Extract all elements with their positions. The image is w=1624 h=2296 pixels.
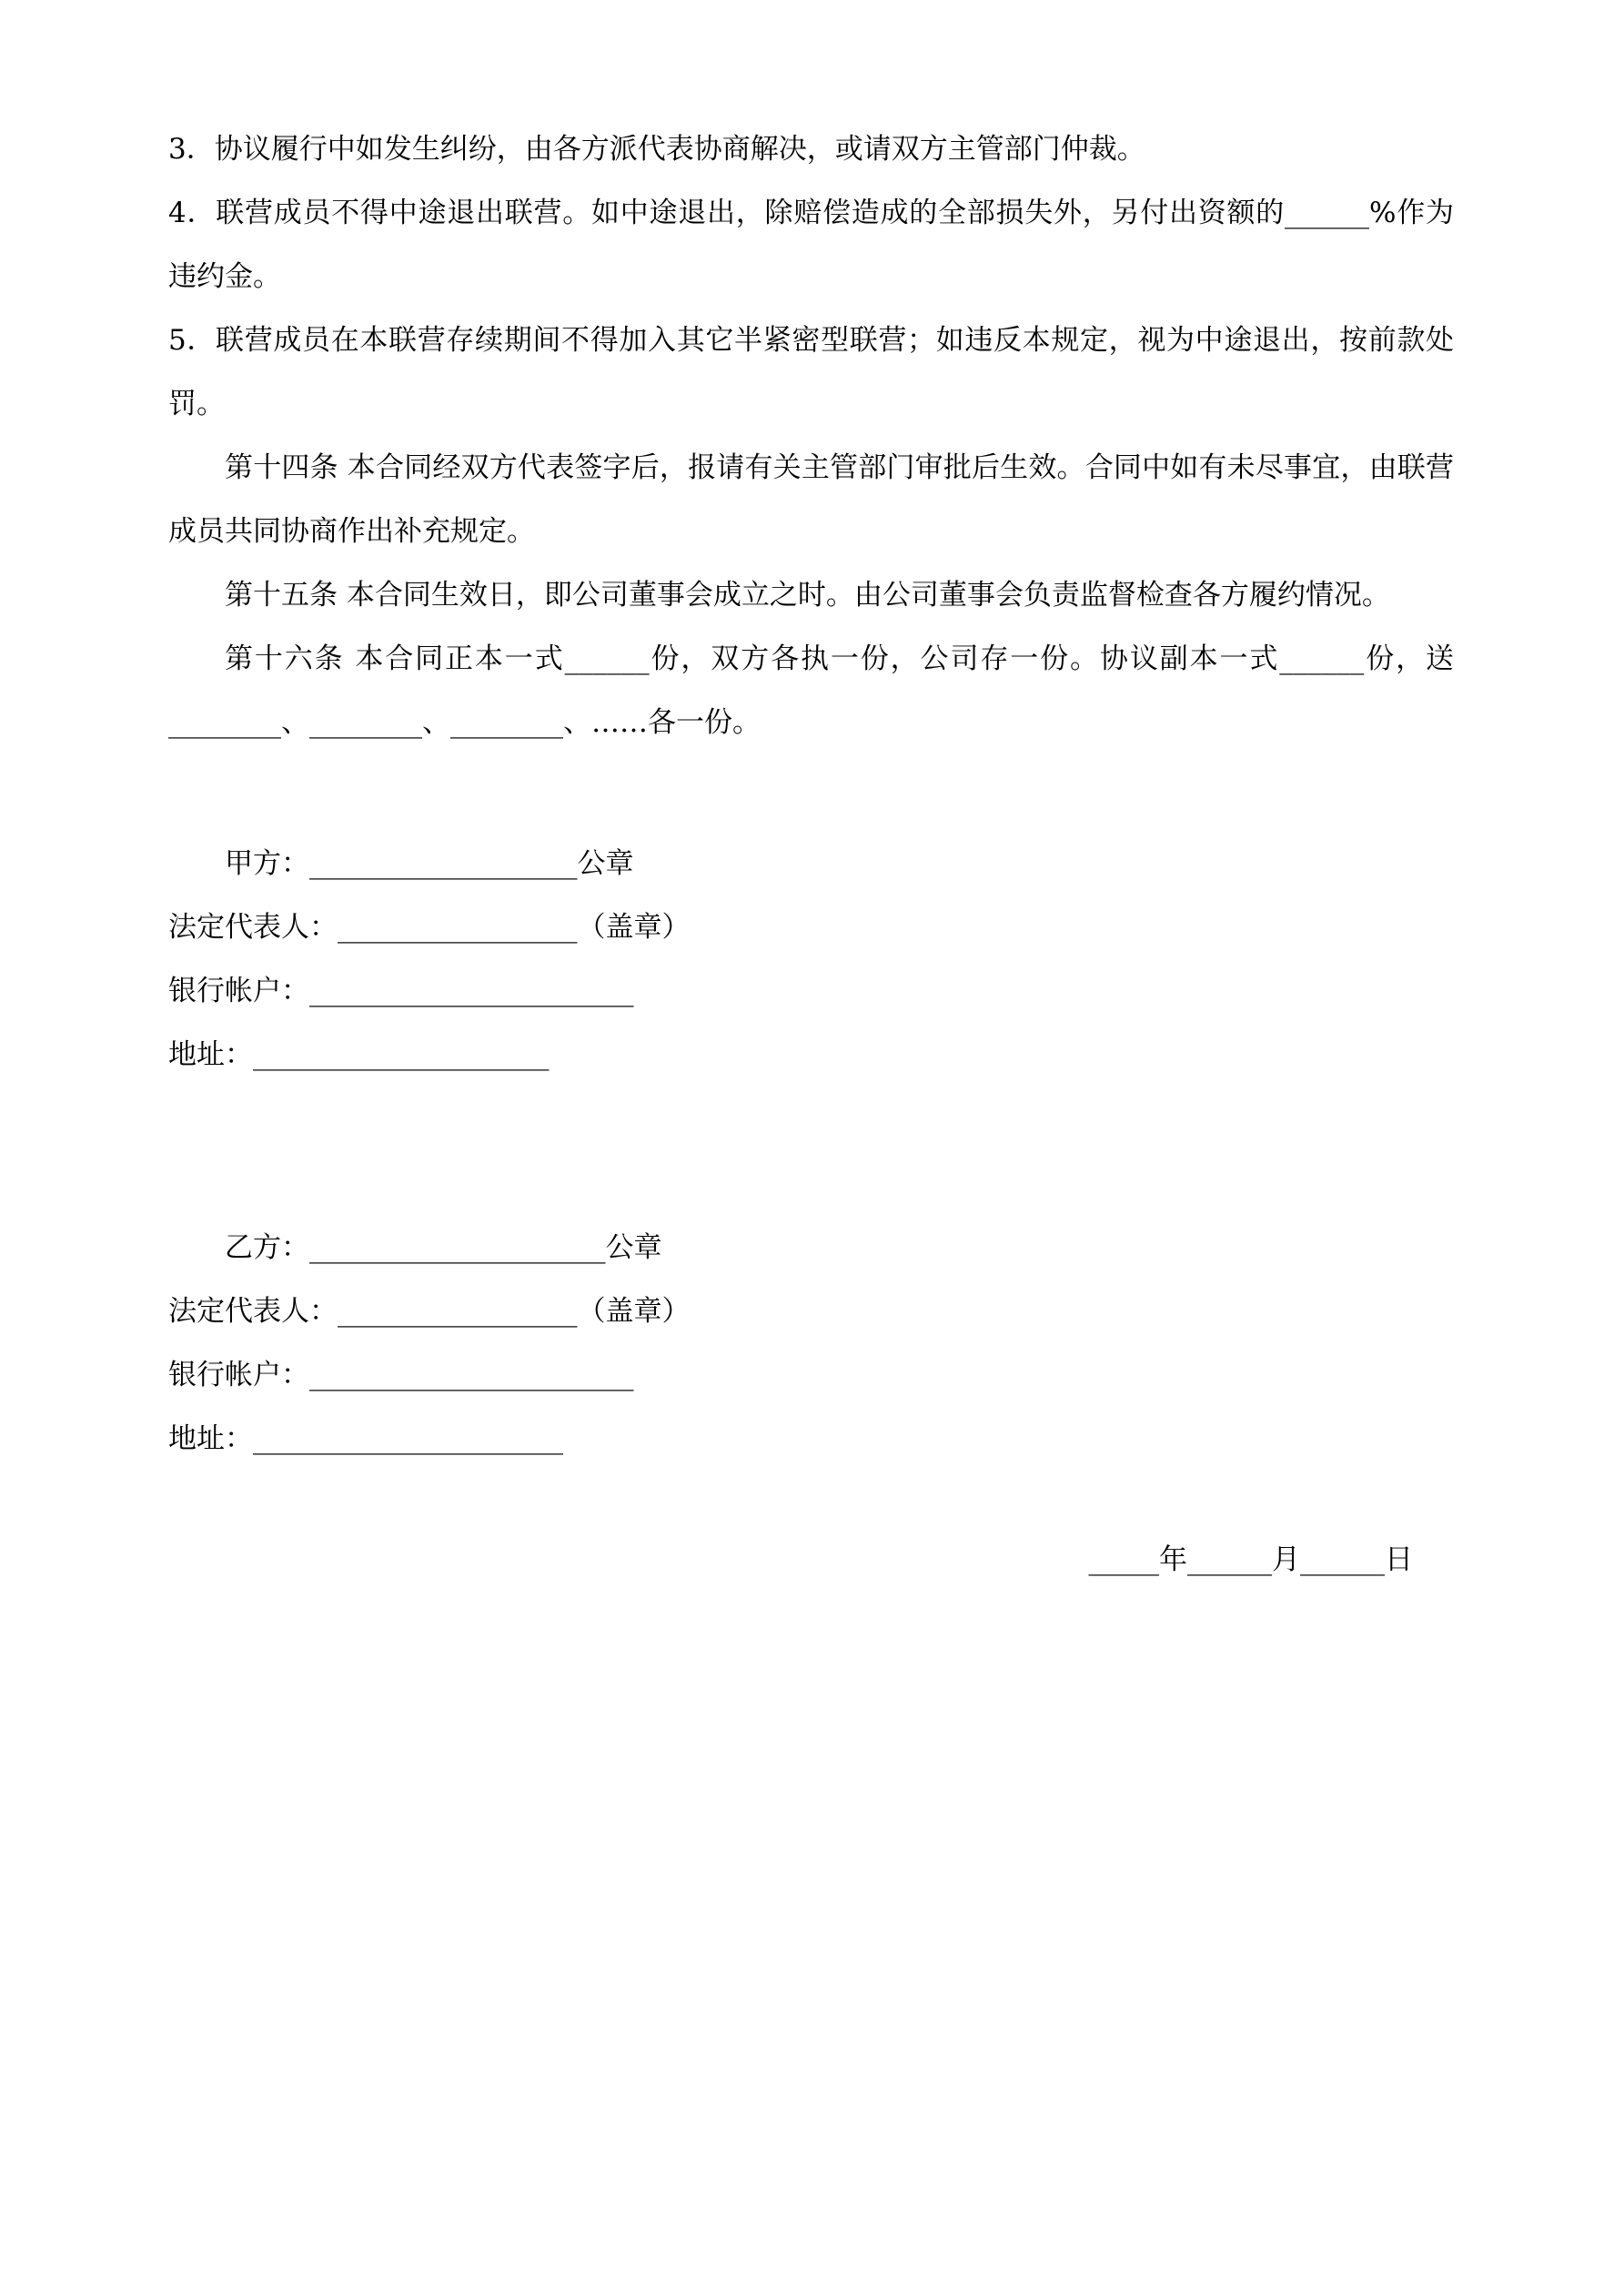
party-b-legal-rep-line: 法定代表人：_________________（盖章） [168,1295,691,1328]
article-14-line-2: 成员共同协商作出补充规定。 [168,515,535,548]
party-a-address-line: 地址：_____________________ [168,1038,550,1071]
clause-5-line-1: 5．联营成员在本联营存续期间不得加入其它半紧密型联营；如违反本规定，视为中途退出，按前款处 [168,324,1454,357]
article-15-line: 第十五条 本合同生效日，即公司董事会成立之时。由公司董事会负责监督检查各方履约情况。 [225,579,1390,612]
party-a-legal-rep-line: 法定代表人：_________________（盖章） [168,911,691,944]
party-b-name-line: 乙方：_____________________公章 [225,1231,662,1264]
article-16-line-1: 第十六条 本合同正本一式______份，双方各执一份，公司存一份。协议副本一式______份，送 [225,642,1454,675]
clause-4-line-2: 违约金。 [168,260,281,293]
party-a-signature-block [168,832,1454,1087]
clause-5-line-2: 罚。 [168,388,225,420]
party-b-address-line: 地址：______________________ [168,1422,563,1455]
signature-date-line: _____年______月______日 [1088,1543,1413,1576]
contract-body [168,0,1454,1592]
party-b-bank-account-line: 银行帐户：_______________________ [168,1359,634,1391]
clause-3-line: 3．协议履行中如发生纠纷，由各方派代表协商解决，或请双方主管部门仲裁。 [168,133,1145,166]
article-16-line-2: ________、________、________、……各一份。 [168,706,761,739]
party-a-name-line: 甲方：___________________公章 [225,847,634,880]
clause-4-line-1: 4．联营成员不得中途退出联营。如中途退出，除赔偿造成的全部损失外，另付出资额的______%作为 [168,197,1454,229]
party-b-signature-block [168,1216,1454,1471]
party-a-bank-account-line: 银行帐户：_______________________ [168,975,634,1007]
article-14-line-1: 第十四条 本合同经双方代表签字后，报请有关主管部门审批后生效。合同中如有未尽事宜，由联营 [225,451,1454,484]
